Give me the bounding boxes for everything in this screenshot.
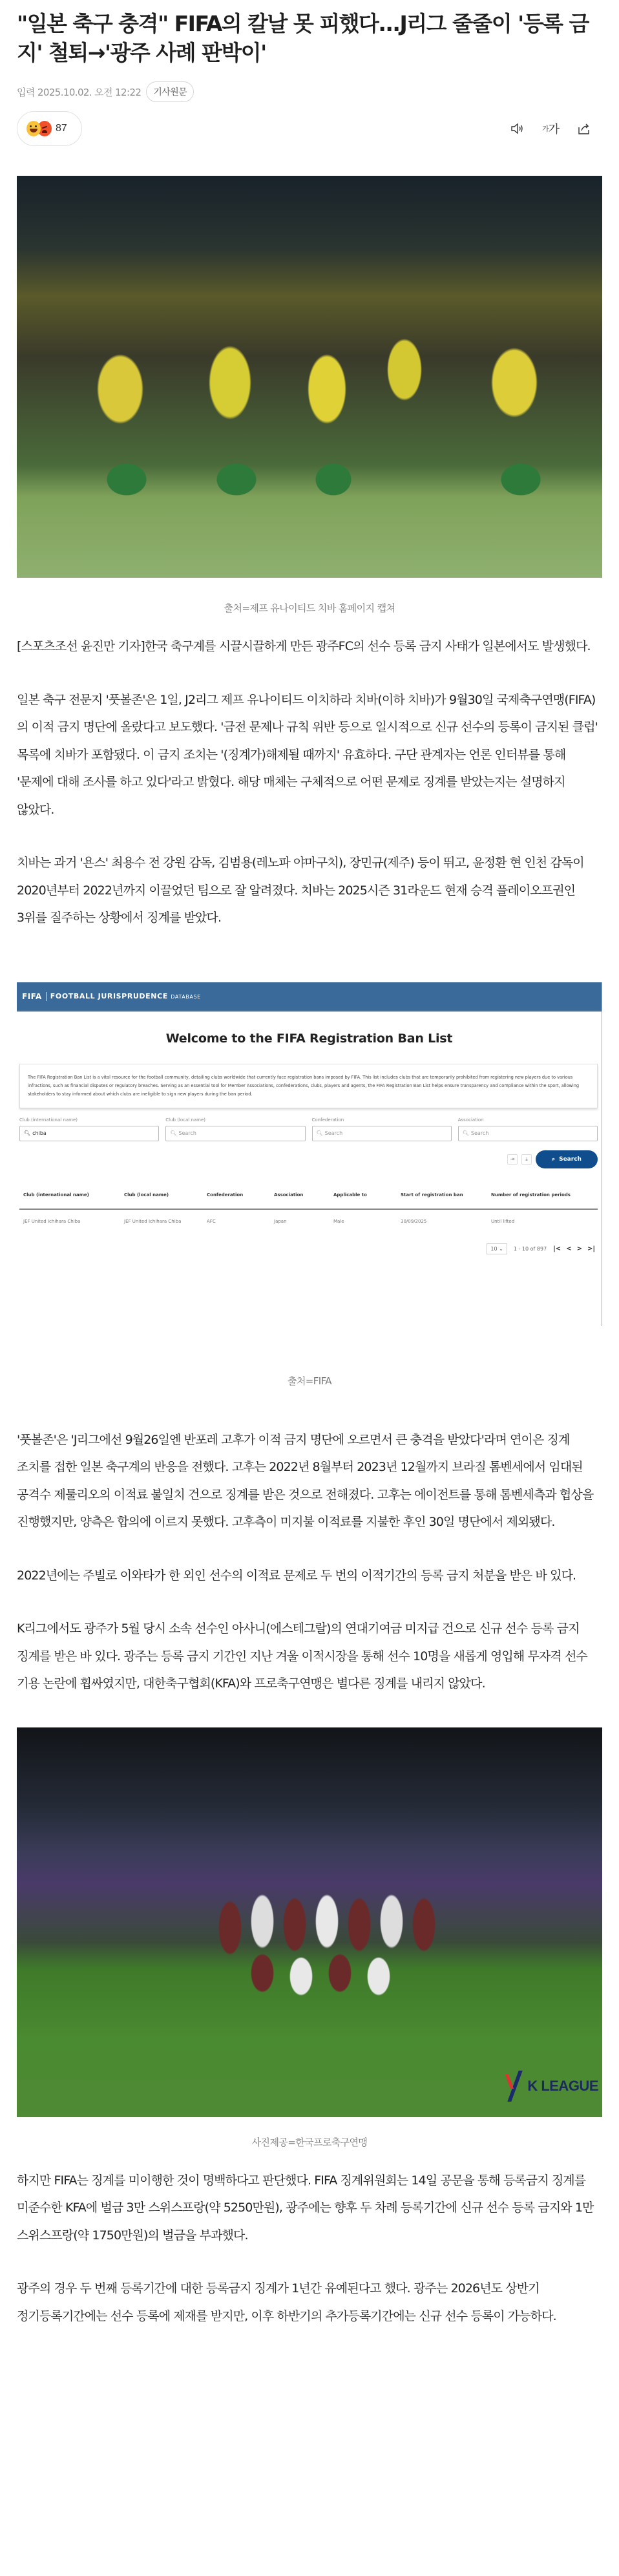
paragraph: 치바는 과거 '욘스' 최용수 전 강원 감독, 김범용(레노파 야마구치), 장민규(제주) 등이 뛰고, 윤정환 현 인천 감독이 2020년부터 2022년까지 이끌었던 팀으로 잘 알려졌다. 치바는 2025시즌 31라운드 현재 승격 플레이오프권인 3위를 질주하는 상황에서 징계를 받았다.	[17, 856, 584, 925]
table-cell: AFC	[207, 1218, 216, 1224]
table-header: Association	[274, 1192, 304, 1198]
filter-placeholder: Search	[324, 1130, 343, 1136]
paragraph: '풋볼존'은 'J리그에선 9월26일엔 반포레 고후가 이적 금지 명단에 오르면서 큰 충격을 받았다'라며 연이은 징계 조치를 접한 일본 축구계의 반응을 전했다. 고후는 2022년 8월부터 2023년 12월까지 브라질 톰벤세에서 임대된 공격수 제툴리오의 이적료 불일치 건으로 징계를 받은 것으로 전해졌다. 고후는 에이전트를 통해 톰벤세측과 협상을 진행했지만, 양측은 합의에 이르지 못했다. 고후측이 미지불 이적료를 지불한 후인 30일 명단에서 제외됐다.	[17, 1432, 594, 1529]
filter-placeholder: Search	[470, 1130, 489, 1136]
last-page-icon: >|	[587, 1245, 595, 1252]
paragraph: 2022년에는 주빌로 이와타가 한 외인 선수의 이적료 문제로 두 번의 이적기간의 등록 금지 처분을 받은 바 있다.	[17, 1568, 576, 1583]
fifa-pagination	[17, 1243, 595, 1254]
share-button[interactable]	[575, 120, 593, 138]
fifa-filters	[19, 1117, 598, 1141]
photo-gwangju-team	[17, 1727, 602, 2117]
filter-club-local	[165, 1117, 305, 1141]
download-icon: ⤓	[521, 1154, 532, 1165]
table-header-row	[19, 1181, 598, 1210]
fifa-header	[17, 982, 602, 1012]
search-icon: 🔍︎	[462, 1130, 469, 1136]
filter-input	[165, 1126, 305, 1141]
fifa-results-table	[19, 1181, 598, 1233]
filter-association	[458, 1117, 598, 1141]
font-size-large-glyph: 가	[548, 123, 560, 136]
article-tools	[508, 120, 602, 138]
fifa-actions	[17, 1150, 598, 1168]
fifa-search-button	[536, 1150, 598, 1168]
filter-input	[19, 1126, 159, 1141]
share-icon	[576, 121, 592, 136]
figure-gwangju-team	[17, 1727, 602, 2149]
filter-label: Club (local name)	[165, 1117, 206, 1123]
table-header: Club (local name)	[124, 1192, 169, 1198]
export-icon: ⇥	[507, 1154, 518, 1165]
filter-confederation	[312, 1117, 452, 1141]
reaction-button[interactable]	[17, 111, 82, 146]
search-icon: ⌕	[552, 1156, 556, 1163]
article-toolbar	[17, 111, 602, 146]
kleague-logo-icon	[508, 2071, 525, 2102]
figure-jef-united	[17, 176, 602, 615]
paragraph: 일본 축구 전문지 '풋볼존'은 1일, J2리그 제프 유나이티드 이치하라 치바(이하 치바)가 9월30일 국제축구연맹(FIFA)의 이적 금지 명단에 올랐다고 보도했다. '금전 문제나 규칙 위반 등으로 일시적으로 신규 선수의 등록이 금지된 클럽' 목록에 치바가 포함됐다. 이 금지 조치는 '(징계가)해제될 때까지' 유효하다. 구단 관계자는 언론 인터뷰를 통해 '문제에 대해 조사를 하고 있다'라고 밝혔다. 해당 매체는 구체적으로 어떤 문제로 징계를 받았는지는 설명하지 않았다.	[17, 692, 598, 817]
table-row	[19, 1210, 598, 1233]
table-header: Club (international name)	[23, 1192, 89, 1198]
table-cell: Japan	[274, 1218, 287, 1224]
reaction-count: 87	[56, 123, 67, 134]
published-date: 입력 2025.10.02. 오전 12:22	[17, 86, 142, 98]
table-cell: 30/09/2025	[401, 1218, 427, 1224]
article-meta	[17, 81, 602, 102]
table-header: Start of registration ban	[401, 1192, 463, 1198]
font-size-button[interactable]	[541, 120, 560, 138]
text-to-speech-button[interactable]	[508, 120, 526, 138]
search-icon: 🔍︎	[170, 1130, 177, 1136]
filter-label: Confederation	[311, 1117, 344, 1123]
fifa-ban-list-screenshot	[17, 982, 602, 1326]
fifa-header-title-text: FOOTBALL JURISPRUDENCE	[50, 992, 168, 1000]
filter-input	[312, 1126, 452, 1141]
figure-fifa-screenshot	[17, 982, 602, 1388]
photo-caption: 출처=제프 유나이티드 치바 홈페이지 캡쳐	[224, 602, 395, 614]
filter-label: Club (international name)	[19, 1117, 78, 1123]
photo-jef-united-players	[17, 176, 602, 578]
page-range: 1 - 10 of 897	[513, 1245, 547, 1252]
font-size-small-glyph: 가	[541, 125, 549, 133]
kleague-watermark	[508, 2071, 598, 2102]
paragraph: 광주의 경우 두 번째 등록기간에 대한 등록금지 징계가 1년간 유예된다고 했다. 광주는 2026년도 상반기 정기등록기간에는 선수 등록에 제재를 받지만, 이후 하반기의 추가등록기간에는 신규 선수 등록이 가능하다.	[17, 2281, 556, 2323]
first-page-icon: |<	[553, 1245, 561, 1252]
table-header: Confederation	[207, 1192, 244, 1198]
table-cell: JEF United Ichihara Chiba	[124, 1218, 182, 1224]
prev-page-icon: <	[566, 1245, 572, 1252]
fifa-welcome-heading: Welcome to the FIFA Registration Ban List	[165, 1031, 453, 1046]
table-cell: Until lifted	[491, 1218, 515, 1224]
page-size-select: 10 ⌄	[487, 1243, 507, 1254]
happy-emoji-icon	[26, 121, 41, 136]
table-cell: JEF United Ichihara Chiba	[23, 1218, 81, 1224]
original-article-button[interactable]: 기사원문	[146, 81, 194, 102]
paragraph: [스포츠조선 윤진만 기자]한국 축구계를 시끌시끌하게 만든 광주FC의 선수 등록 금지 사태가 일본에서도 발생했다.	[17, 639, 591, 653]
search-label: Search	[559, 1156, 582, 1163]
next-page-icon: >	[576, 1245, 582, 1252]
paragraph: K리그에서도 광주가 5월 당시 소속 선수인 아사니(에스테그랄)의 연대기여금 미지급 건으로 신규 선수 등록 금지 징계를 받은 바 있다. 광주는 등록 금지 기간인 지난 겨울 이적시장을 통해 선수 10명을 새롭게 영입해 무자격 선수 기용 논란에 휩싸였지만, 대한축구협회(KFA)와 프로축구연맹은 별다른 징계를 내리지 않았다.	[17, 1621, 587, 1691]
photo-caption: 사진제공=한국프로축구연맹	[251, 2136, 368, 2148]
photo-caption: 출처=FIFA	[288, 1375, 331, 1387]
filter-value: chiba	[32, 1130, 47, 1136]
page-size-value: 10	[490, 1245, 498, 1252]
paragraph: 하지만 FIFA는 징계를 미이행한 것이 명백하다고 판단했다. FIFA 징계위원회는 14일 공문을 통해 등록금지 징계를 미준수한 KFA에 벌금 3만 스위스프랑(약 5250만원), 광주에는 향후 두 차례 등록기간에 신규 선수 등록 금지와 1만 스위스프랑(약 1750만원)의 벌금을 부과했다.	[17, 2173, 594, 2243]
fifa-logo: FIFA	[22, 992, 47, 1001]
fifa-header-sub: DATABASE	[171, 994, 201, 1000]
filter-label: Association	[457, 1117, 484, 1123]
table-cell: Male	[333, 1218, 344, 1224]
search-icon: 🔍︎	[316, 1130, 323, 1136]
kleague-wordmark: K LEAGUE	[527, 2077, 598, 2094]
filter-input	[458, 1126, 598, 1141]
article-title: "일본 축구 충격" FIFA의 칼날 못 피했다...J리그 줄줄이 '등록 금지' 철퇴→'광주 사례 판박이'	[17, 11, 589, 65]
fifa-header-title	[47, 992, 201, 1000]
filter-club-international	[19, 1117, 159, 1141]
table-header: Applicable to	[333, 1192, 367, 1198]
page-nav	[553, 1245, 595, 1252]
speaker-icon	[509, 121, 525, 136]
fifa-description: The FIFA Registration Ban List is a vital resource for the football community, detailing clubs worldwide that currently face registration bans imposed by FIFA. This list includes clubs that are temporarily prohibited from registering new players due to various infractions, such as financial disputes or regulatory breaches. Serving as an essential tool for Member Associations, confederations, clubs, players and agents, the FIFA Registration Ban List helps ensure transparency and compliance within the sport, allowing stakeholders to stay informed about which clubs are ineligible to sign new players during the ban period.	[19, 1064, 598, 1108]
table-header: Number of registration periods	[491, 1192, 571, 1198]
filter-placeholder: Search	[178, 1130, 196, 1136]
search-icon: 🔍︎	[24, 1130, 31, 1136]
